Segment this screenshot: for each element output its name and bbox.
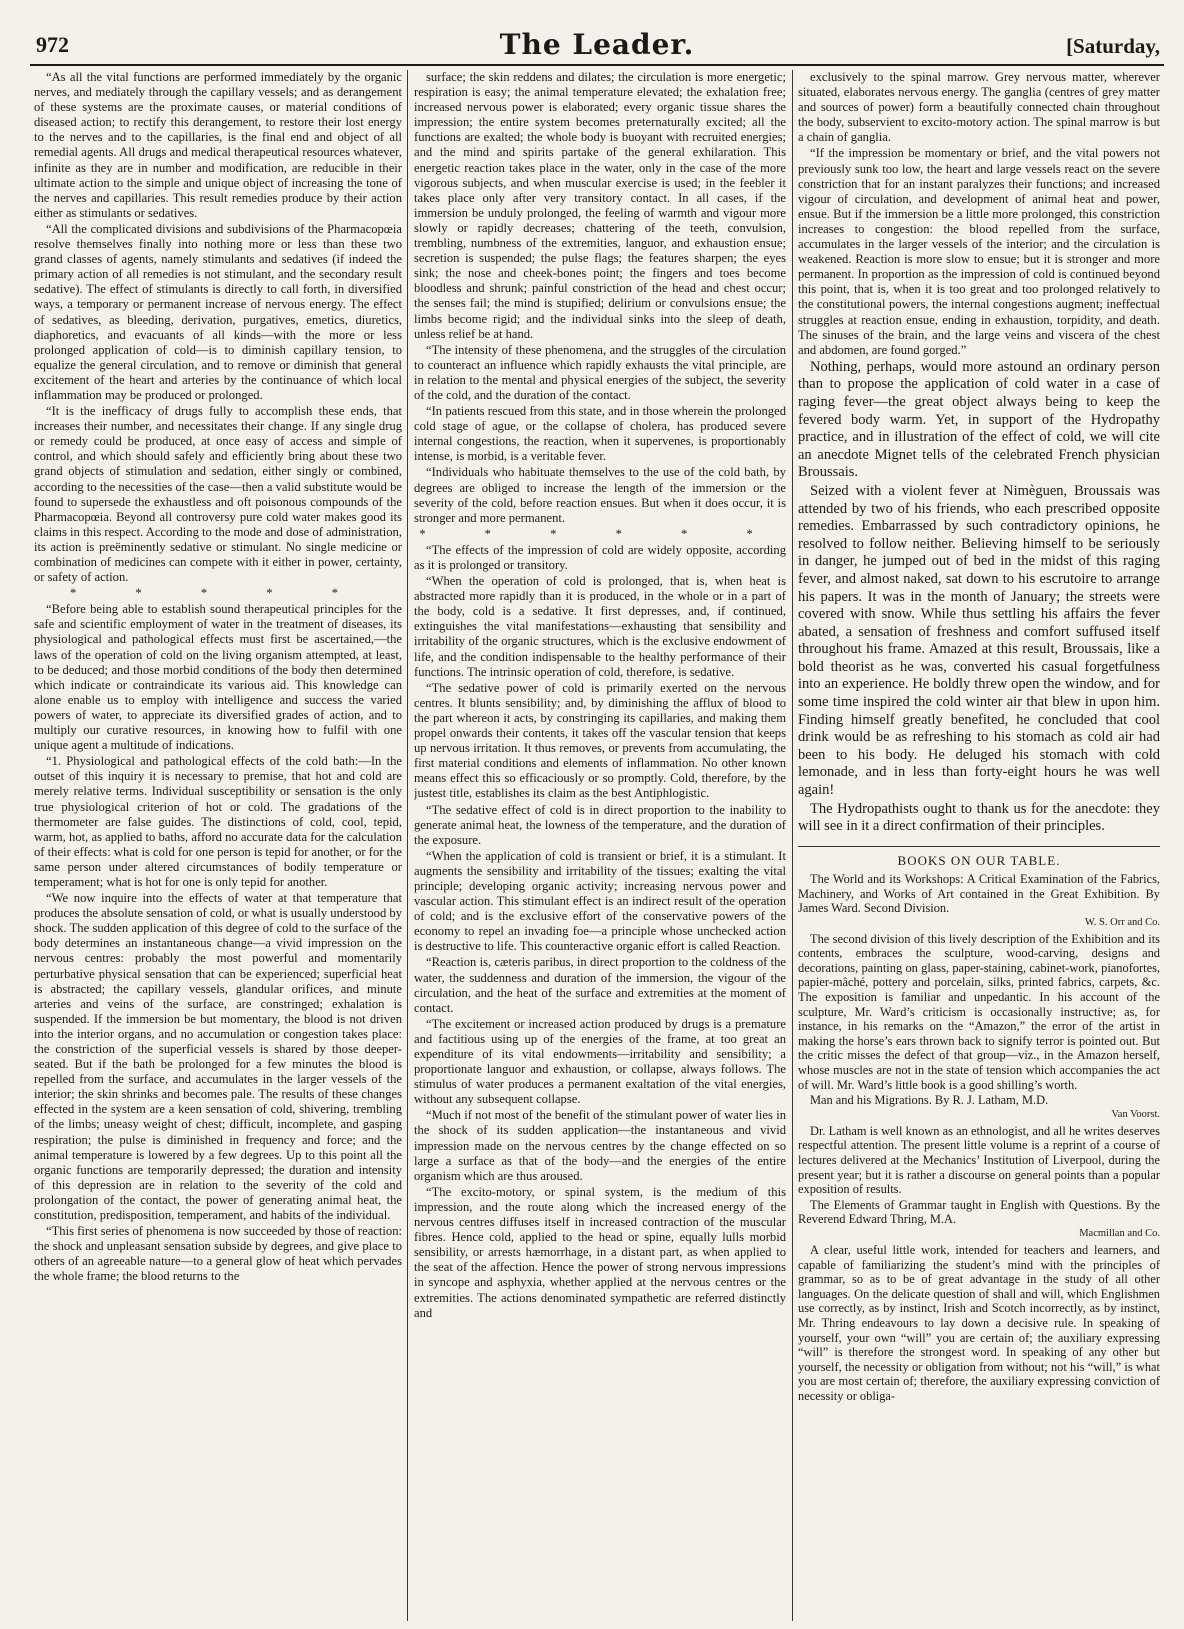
paragraph: “The effects of the impression of cold are widely opposite, according as it is prolonged or transitory. <box>414 542 786 572</box>
book-review <box>798 1198 1160 1404</box>
paragraph: “Much if not most of the benefit of the stimulant power of water lies in the shock of its sudden application—the instantaneous and vivid impression made on the nervous centres by the change effected on so large a surface as that of the body—and the energies of the entire organism which are thus aroused. <box>414 1108 786 1183</box>
paragraph: “When the application of cold is transient or brief, it is a stimulant. It augments the sensibility and irritability of the tissues; exalting the vital principle; developing organic activity; increasing nervous power and vascular action. This stimulant effect is an indirect result of the operation of cold; and is the exclusive effort of the conservative powers of the economy to repel an invading foe—a principle whose unchecked action is destructive to life. This counteractive organic effort is called Reaction. <box>414 848 786 954</box>
paragraph: “All the complicated divisions and subdivisions of the Pharmacopœia resolve themselves finally into nothing more or less than these two grand classes of agents, namely stimulants and sedatives (if indeed the primary action of all remedies is not stimulant, and the secondary result sedative). The effect of stimulants is directly to call forth, in diversified ways, a temporary or permanent increase of nervous energy. The effect of sedatives, as bleeding, derivation, purgatives, emetics, diuretics, diaphoretics, and evacuants of all kinds—with the more or less prolonged application of cold—is to diminish capillary tension, to equalize the general circulation, and to remove or diminish that general excitement of the heart and arteries by the continuance of which local inflammation may be produced or prolonged. <box>34 221 402 402</box>
issue-day: [Saturday, <box>1066 34 1160 58</box>
paragraph: “Before being able to establish sound therapeutical principles for the safe and scientific employment of water in the treatment of diseases, its physiological and pathological effects must first be ascertained,—the laws of the operation of cold on the living organism attempted, at least, to be deduced; and those morbid conditions of the body then determined which indicate or contraindicate its various aid. This knowledge can alone enable us to employ with intelligence and success the varied powers of water, to appreciate its diversified grades of action, and to multiply our curative resources, in knowing how to fulfil with one unique agent a multitude of indications. <box>34 602 402 753</box>
book-review-text: Dr. Latham is well known as an ethnologist, and all he writes deserves respectful attention. The present little volume is a reprint of a course of lectures delivered at the Mechanics’ Institution of Liverpool, during the present year; but it is rather a discourse on general points than a popular exposition of results. <box>798 1123 1160 1197</box>
paragraph: “In patients rescued from this state, and in those wherein the prolonged cold stage of ague, or the collapse of cholera, has produced severe internal congestions, the reaction, when it supervenes, is proportionably intense, is morbid, is a veritable fever. <box>414 404 786 464</box>
paragraph: Seized with a violent fever at Nimèguen, Broussais was attended by two of his friends, who each prescribed opposite remedies. Embarrassed by such contradictory opinions, he resolved to follow neither. Believing himself to be seriously in danger, he jumped out of bed in the midst of this raging fever, and almost naked, sat down to his escrutoire to arrange his papers. It was in the month of January; the streets were covered with snow. While thus settling his affairs the fever abated, a sensation of freshness and comfort suffused itself throughout his frame. Amazed at this result, Broussais, like a bold theorist as he was, converted his casual forgetfulness into an experience. He boldly threw open the window, and for some time inspired the cold winter air that blew in upon him. Finding himself greatly benefited, he concluded that cool drink would be as refreshing to his stomach as cold air had been to his body. He deluged his stomach with cold lemonade, and in less than forty-eight hours he was well again! <box>798 482 1160 799</box>
paragraph: “If the impression be momentary or brief, and the vital powers not previously sunk too low, the heart and large vessels react on the severe constriction that for an instant paralyzes their functions; and increased vigour of circulation, and development of animal heat and power, ensue. But if the immersion be a little more prolonged, this constriction increases to congestion: the blood repelled from the surface, accumulates in the larger vessels of the interior; and the circulation is weakened. Reaction is more slow to ensue; but it is stronger and more permanent. In proportion as the impression of cold is continued beyond this point, that is, when it is too great and too prolonged relatively to the constitutional powers, the internal congestions augment; ineffectual struggles at reaction ensue, ending in exhaustion, torpidity, and death. The sinuses of the brain, and the large veins and viscera of the chest and abdomen, are found gorged.” <box>798 146 1160 357</box>
book-review <box>798 1093 1160 1197</box>
paragraph: surface; the skin reddens and dilates; the circulation is more energetic; respiration is easy; the animal temperature elevated; the exhalation free; increased nervous power is elaborated; every organic tissue shares the impression; the entire system becomes preternaturally excited; all the functions are exalted; the whole body is buoyant with recruited energies; and the mind and spirits partake of the general exhilaration. This energetic reaction takes place in the water, only in the case of the more vigorous subjects, and when muscular exercise is used; in the feebler it takes place only after very transitory contact. In all cases, if the immersion be unduly prolonged, the feeling of warmth and vigour more slowly or rapidly decreases; chattering of the teeth, convulsion, trembling, numbness of the extremities, languor, and exhaustion ensue; secretion is suspended; the pulse flags; the features sharpen; the eyes sink; the nose and cheek-bones point; the fingers and toes become bloodless and shrunk; painful constriction of the head and chest occur; the senses fail; the mind is stupified; delirium or convulsions ensue; the limbs become rigid; and the individual sinks into the sleep of death, unless relief be at hand. <box>414 70 786 341</box>
paragraph: “As all the vital functions are performed immediately by the organic nerves, and mediately through the capillary vessels; and as derangement of these systems are the proximate causes, or material conditions of diseased action; to rectify this derangement, to restore their lost energy to the nerves and to the capillaries, is the final end and object of all remedial agents. All drugs and medical therapeutical resources whatever, infinite as they are in number and modification, are reducible in their ultimate action to the simple and unique object of increasing the tone of the nerves and capillaries. This result remedies produce by their action either as stimulants or sedatives. <box>34 70 402 220</box>
paragraph: “This first series of phenomena is now succeeded by those of reaction: the shock and unpleasant sensation subside by degrees, and give place to others of an agreeable nature—to a general glow of heat which pervades the whole frame; the blood returns to the <box>34 1224 402 1284</box>
paragraph: “The excitement or increased action produced by drugs is a premature and factitious using up of the energies of the frame, at too great an expenditure of its vital endowments—irritability and sensibility; a proportionate languor and exhaustion, or collapse, always follows. The stimulus of water produces a permanent exaltation of the vital energies, without any subsequent collapse. <box>414 1016 786 1107</box>
paragraph: “We now inquire into the effects of water at that temperature that produces the absolute sensation of cold, or what is usually understood by shock. The sudden application of this degree of cold to the surface of the body determines an instantaneous change—a vivid impression on the nervous centres: probably the most powerful and momentarily perturbative physical sensation that can be experienced; superficial heat is abstracted; the capillary vessels, glandular orifices, and minute arteries and veins of the surface, are constringed; exhalation is suspended. If the immersion be but momentary, the blood is not driven into the interior organs, and no accumulation or congestion takes place: the constriction of the superficial vessels is shared by those deeper-seated. But if the bath be prolonged for a few minutes the blood is repelled from the surface, and accumulates in the larger vessels of the interior; the skin shrinks and becomes pale. The results of these changes effected in the system are a keen sensation of cold, shivering, trembling of the limbs; uneasy weight of chest; difficult, incomplete, and gasping respiration; the pulse is diminished in frequency and force; and the animal temperature is lowered by a few degrees. Up to this point all the organic functions are temporarily depressed; the duration and intensity of this depression are in relation to the severity of the cold and prolongation of the contact, the power of generating animal heat, the constitution, predisposition, temperament, and habits of the individual. <box>34 891 402 1223</box>
paragraph: “The intensity of these phenomena, and the struggles of the circulation to counteract an influence which rapidly exhausts the vital principle, are in relation to the mental and physical energies of the subject, the severity of the cold, and the duration of the contact. <box>414 342 786 402</box>
book-review-text: The second division of this lively description of the Exhibition and its contents, embraces the sculpture, wood-carving, designs and decorations, painting on glass, paper-staining, cabinet-work, pianofortes, papier-mâché, pottery and porcelain, silks, printed fabrics, carpets, &c. The exposition is familiar and unpedantic. In his account of the sculpture, Mr. Ward’s criticism is occasionally instructive; as, for instance, in his remarks on the “Amazon,” the error of the artist in making the horse’s ears thrown back to signify terror is pointed out. But the critic misses the defect of that group—viz., in the Amazon herself, whose muscles are not in the state of tension which accompanies the act of will. Mr. Ward’s little book is a good shilling’s worth. <box>798 931 1160 1092</box>
column-divider <box>407 70 408 1621</box>
paragraph: “Individuals who habituate themselves to the use of the cold bath, by degrees are obliged to increase the length of the immersion or the severity of the cold, before reaction ensues. But when it does occur, it is stronger and more permanent. <box>414 465 786 525</box>
book-publisher: Van Voorst. <box>1111 1108 1160 1120</box>
section-break: * * * * * * <box>419 526 781 541</box>
paragraph: The Hydropathists ought to thank us for the anecdote: they will see in it a direct confirmation of their principles. <box>798 800 1160 835</box>
page-number: 972 <box>36 32 69 57</box>
paragraph: “When the operation of cold is prolonged, that is, when heat is abstracted more rapidly than it is produced, in the whole or in a part of the body, cold is a sedative. It first depresses, and, if continued, extinguishes the vital manifestations—exhausting that sensibility and irritability of the organic structures, which is the exclusive endowment of life, and the condition indispensable to the healthy performance of their functions. The intrinsic operation of cold, therefore, is sedative. <box>414 574 786 679</box>
paragraph: “The sedative effect of cold is in direct proportion to the inability to generate animal heat, the lowness of the temperature, and the duration of the exposure. <box>414 802 786 847</box>
column-1 <box>34 70 402 1623</box>
section-break: * * * * * <box>69 586 367 601</box>
column-3 <box>798 70 1160 1623</box>
paragraph: “The excito-motory, or spinal system, is the medium of this impression, and the route along which the increased energy of the nervous centres diffuses itself in increased contraction of the muscular fibres. Hence cold, applied to the head or spine, equally lulls morbid sensibility, or arrests hæmorrhage, in a distant part, as when applied to the seat of the affection. Hence the power of strong nervous impressions in syncope and asphyxia, whether applied at the nervous centres or the extremities. The actions denominated sympathetic are referred distinctly and <box>414 1184 786 1320</box>
paragraph: “The sedative power of cold is primarily exerted on the nervous centres. It blunts sensibility; and, by diminishing the afflux of blood to the part whereon it acts, by constringing its capillaries, and making them propel onwards their contents, it takes off the vascular tension that keeps up nervous irritation. It thus removes, or prevents from accumulating, the first material conditions and elements of inflammation. No other known means effect this so efficaciously or so promptly. Cold, therefore, by the justest title, establishes its claim as the best Antiphlogistic. <box>414 680 786 801</box>
paragraph: “1. Physiological and pathological effects of the cold bath:—In the outset of this inquiry it is necessary to premise, that hot and cold are merely relative terms. Individual susceptibility or sensation is the only true physiological criterion of hot or cold. The gradations of the thermometer are false guides. The distinctions of cold, cool, tepid, warm, hot, as applied to baths, afford no accurate data for the calculation of their effects: what is cold for one person is tepid for another, or for the same person under altered circumstances of bodily temperature or temperament; what is hot for one is only tepid for another. <box>34 754 402 889</box>
column-divider <box>792 70 793 1621</box>
books-section-title: BOOKS ON OUR TABLE. <box>798 846 1160 868</box>
paragraph: “It is the inefficacy of drugs fully to accomplish these ends, that increases their number, and necessitates their change. If any single drug or remedy could be produced, at once easy of access and simple of control, and which should safely and efficiently bring about these two grand objects of stimulation and sedation, either singly or combined, according to the necessities of the case—then a valid substitute would be found to supersede the exhaustless and oft poisonous compounds of the Pharmacopœia. Beyond all controversy pure cold water makes good its claims in this respect. According to the mode and dose of administration, its action is preëminently sedative or stimulant. No single medicine or combination of medicines can compete with it either in power, certainty, or safety of action. <box>34 404 402 585</box>
book-review-text: A clear, useful little work, intended for teachers and learners, and capable of familiarizing the student’s mind with the principles of grammar, so as to be of great advantage in the study of all other languages. On the delicate question of shall and will, which Englishmen use correctly, as by instinct, Irish and Scotch incorrectly, as by instinct, Mr. Thring endeavours to lay down a decisive rule. In speaking of yourself, your own “will” you are certain of; the auxiliary expressing “will” is therefore the strongest word. In speaking of any other but yourself, the necessity or obligation from without; not his “will,” is what you are most certain of; therefore, the auxiliary expressing conviction of necessity or obliga- <box>798 1242 1160 1403</box>
page-header <box>30 28 1164 64</box>
book-review <box>798 872 1160 1092</box>
paragraph: Nothing, perhaps, would more astound an ordinary person than to propose the application of cold water in a case of raging fever—the great object always being to keep the fevered body warm. Yet, in support of the Hydropathy practice, and in illustration of the effect of cold, we will cite an anecdote Mignet tells of the celebrated French physician Broussais. <box>798 358 1160 481</box>
book-title: The Elements of Grammar taught in English with Questions. By the Reverend Edward Thring, M.A. <box>798 1197 1160 1227</box>
book-title: Man and his Migrations. By R. J. Latham, M.D. <box>810 1093 1049 1108</box>
book-publisher: Macmillan and Co. <box>1079 1227 1160 1239</box>
book-title: The World and its Workshops: A Critical Examination of the Fabrics, Machinery, and Works of Art contained in the Great Exhibition. By James Ward. Second Division. <box>798 871 1160 916</box>
column-2 <box>414 70 786 1623</box>
book-publisher: W. S. Orr and Co. <box>1084 916 1160 928</box>
masthead-title: The Leader. <box>499 28 695 61</box>
paragraph: “Reaction is, cæteris paribus, in direct proportion to the coldness of the water, the suddenness and duration of the immersion, the vigour of the circulation, and the heat of the surface and extremities at the moment of contact. <box>414 955 786 1015</box>
editorial-comment <box>798 359 1160 836</box>
header-rule <box>30 64 1164 66</box>
paragraph: exclusively to the spinal marrow. Grey nervous matter, wherever situated, elaborates nervous energy. The ganglia (centres of grey matter and sources of power) form a beautifully connected chain throughout the body, subservient to excito-motory action. The spinal marrow is but a chain of ganglia. <box>798 70 1160 145</box>
